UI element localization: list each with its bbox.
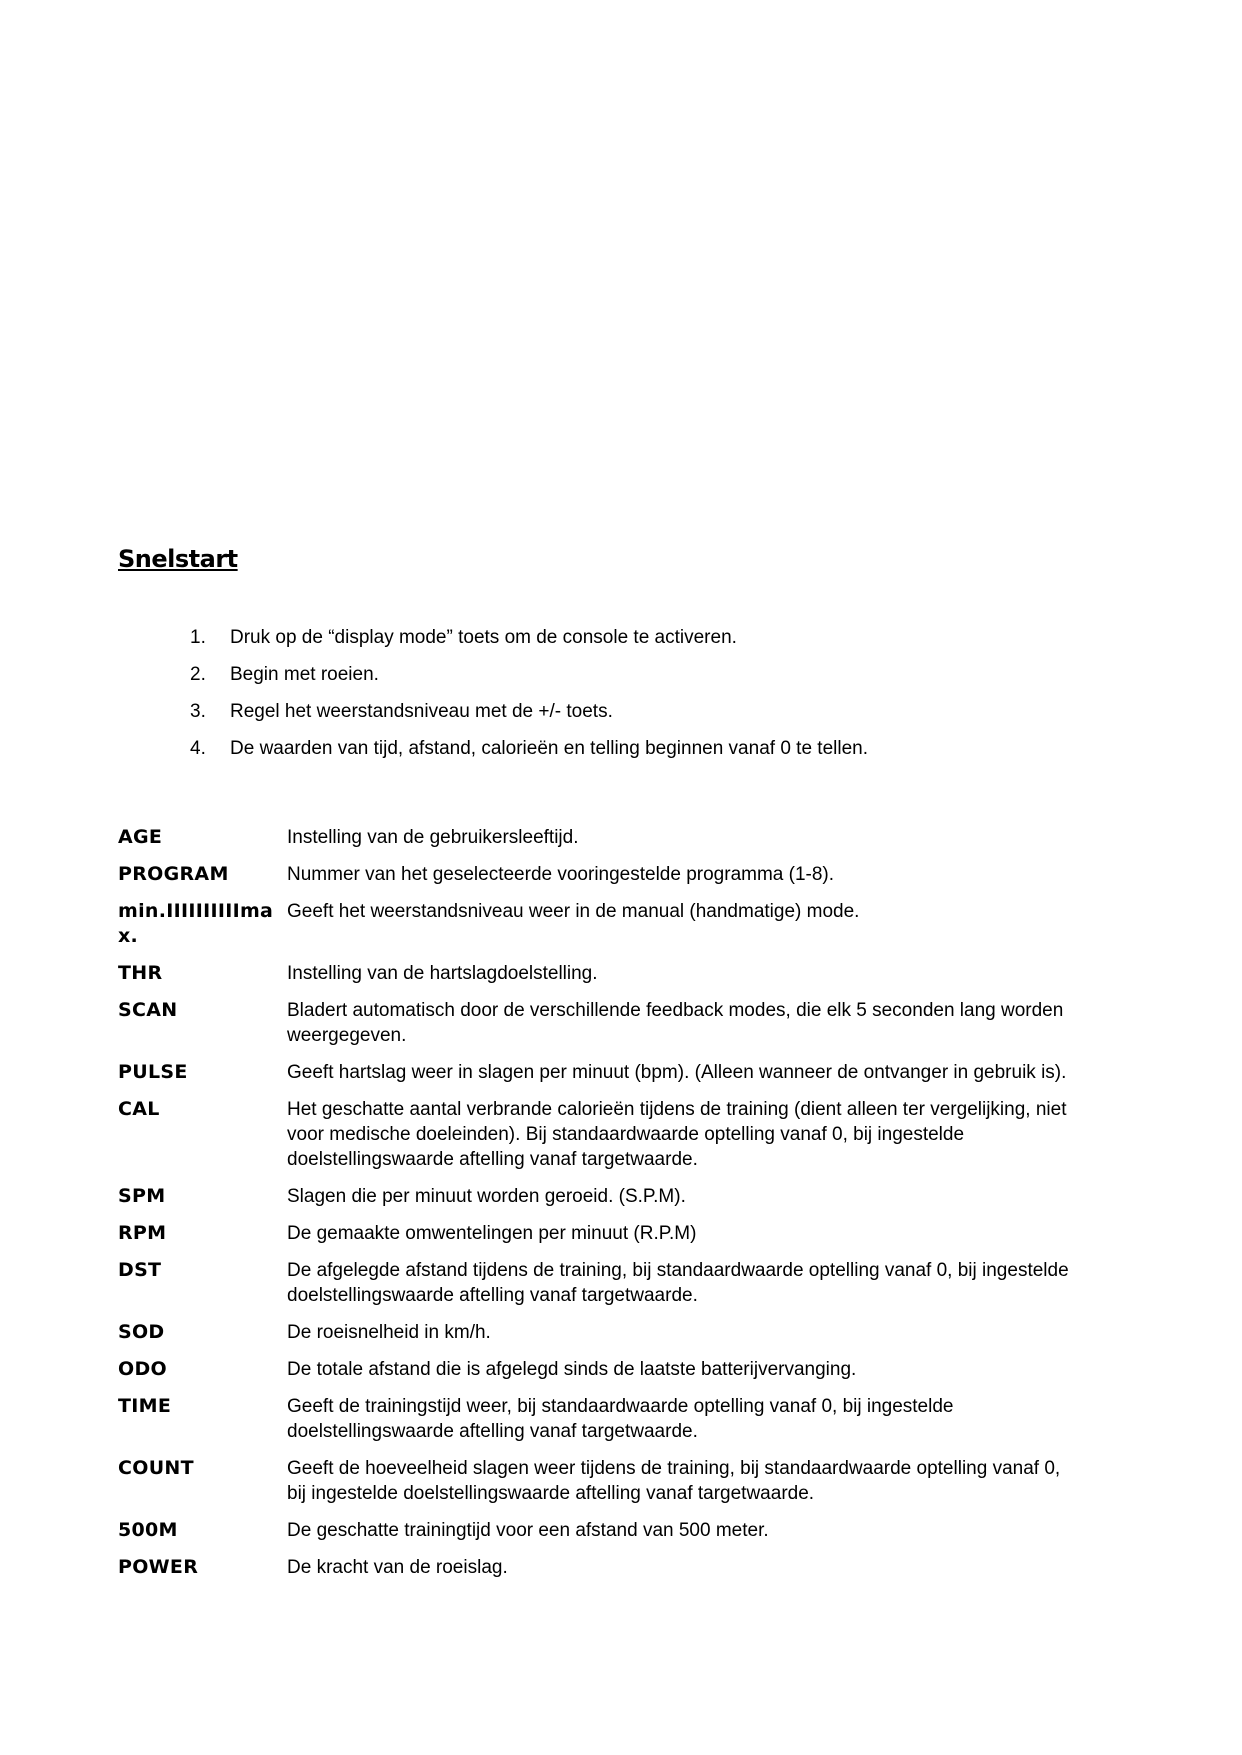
term-label: COUNT: [118, 1457, 194, 1479]
term-row: [118, 998, 1078, 1048]
term-label: THR: [118, 962, 163, 984]
step-text: Druk op de “display mode” toets om de console te activeren.: [230, 627, 737, 648]
term-label: PULSE: [118, 1061, 188, 1083]
term-row: [118, 1456, 1078, 1506]
term-description: Het geschatte aantal verbrande calorieën tijdens de training (dient alleen ter vergelijking, niet voor medische doeleinden). Bij standaardwaarde optelling vanaf 0, bij ingestelde doelstellingswaarde aftelling vanaf targetwaarde.: [287, 1099, 1067, 1170]
term-row: [118, 899, 1078, 949]
section-heading: Snelstart: [118, 545, 238, 573]
term-row: [118, 1394, 1078, 1444]
term-label: TIME: [118, 1395, 172, 1417]
display-terms-list: [118, 825, 1078, 1592]
term-description: De roeisnelheid in km/h.: [287, 1322, 491, 1343]
quickstart-steps: [190, 627, 868, 775]
term-description: Instelling van de gebruikersleeftijd.: [287, 827, 579, 848]
term-description: De geschatte trainingtijd voor een afstand van 500 meter.: [287, 1520, 769, 1541]
term-row: [118, 1258, 1078, 1308]
term-label: AGE: [118, 826, 163, 848]
term-description: De gemaakte omwentelingen per minuut (R.P.M): [287, 1223, 697, 1244]
term-row: [118, 961, 1078, 986]
term-row: [118, 1184, 1078, 1209]
step-item: [190, 664, 868, 701]
term-row: [118, 862, 1078, 887]
term-label: SOD: [118, 1321, 165, 1343]
term-description: Geeft de hoeveelheid slagen weer tijdens de training, bij standaardwaarde optelling vanaf 0, bij ingestelde doelstellingswaarde aftelling vanaf targetwaarde.: [287, 1458, 1061, 1504]
term-label: 500M: [118, 1519, 178, 1541]
step-item: [190, 738, 868, 775]
term-row: [118, 1555, 1078, 1580]
term-label: SCAN: [118, 999, 178, 1021]
term-description: Slagen die per minuut worden geroeid. (S.P.M).: [287, 1186, 686, 1207]
term-description: Nummer van het geselecteerde vooringestelde programma (1-8).: [287, 864, 835, 885]
term-label: ODO: [118, 1358, 167, 1380]
term-label: RPM: [118, 1222, 167, 1244]
step-number: 4.: [190, 738, 206, 759]
term-row: [118, 1097, 1078, 1172]
term-row: [118, 825, 1078, 850]
step-text: Regel het weerstandsniveau met de +/- toets.: [230, 701, 613, 722]
term-description: De kracht van de roeislag.: [287, 1557, 508, 1578]
term-description: Geeft het weerstandsniveau weer in de manual (handmatige) mode.: [287, 901, 860, 922]
step-text: De waarden van tijd, afstand, calorieën en telling beginnen vanaf 0 te tellen.: [230, 738, 868, 759]
term-row: [118, 1357, 1078, 1382]
term-description: Geeft hartslag weer in slagen per minuut (bpm). (Alleen wanneer de ontvanger in gebruik is).: [287, 1062, 1067, 1083]
step-number: 3.: [190, 701, 206, 722]
term-row: [118, 1221, 1078, 1246]
term-description: De afgelegde afstand tijdens de training, bij standaardwaarde optelling vanaf 0, bij ingestelde doelstellingswaarde aftelling vanaf targetwaarde.: [287, 1260, 1069, 1306]
step-text: Begin met roeien.: [230, 664, 379, 685]
step-item: [190, 701, 868, 738]
term-label: POWER: [118, 1556, 199, 1578]
term-label: SPM: [118, 1185, 166, 1207]
step-number: 2.: [190, 664, 206, 685]
step-item: [190, 627, 868, 664]
term-label: DST: [118, 1259, 162, 1281]
step-number: 1.: [190, 627, 206, 648]
term-label: PROGRAM: [118, 863, 229, 885]
term-label: min.IIIIIIIIIIma x.: [118, 900, 274, 947]
term-description: Instelling van de hartslagdoelstelling.: [287, 963, 598, 984]
term-row: [118, 1518, 1078, 1543]
term-description: Geeft de trainingstijd weer, bij standaardwaarde optelling vanaf 0, bij ingestelde doelstellingswaarde aftelling vanaf targetwaarde.: [287, 1396, 954, 1442]
term-label: CAL: [118, 1098, 160, 1120]
term-row: [118, 1320, 1078, 1345]
term-description: De totale afstand die is afgelegd sinds de laatste batterijvervanging.: [287, 1359, 857, 1380]
term-description: Bladert automatisch door de verschillende feedback modes, die elk 5 seconden lang worden weergegeven.: [287, 1000, 1064, 1046]
term-row: [118, 1060, 1078, 1085]
